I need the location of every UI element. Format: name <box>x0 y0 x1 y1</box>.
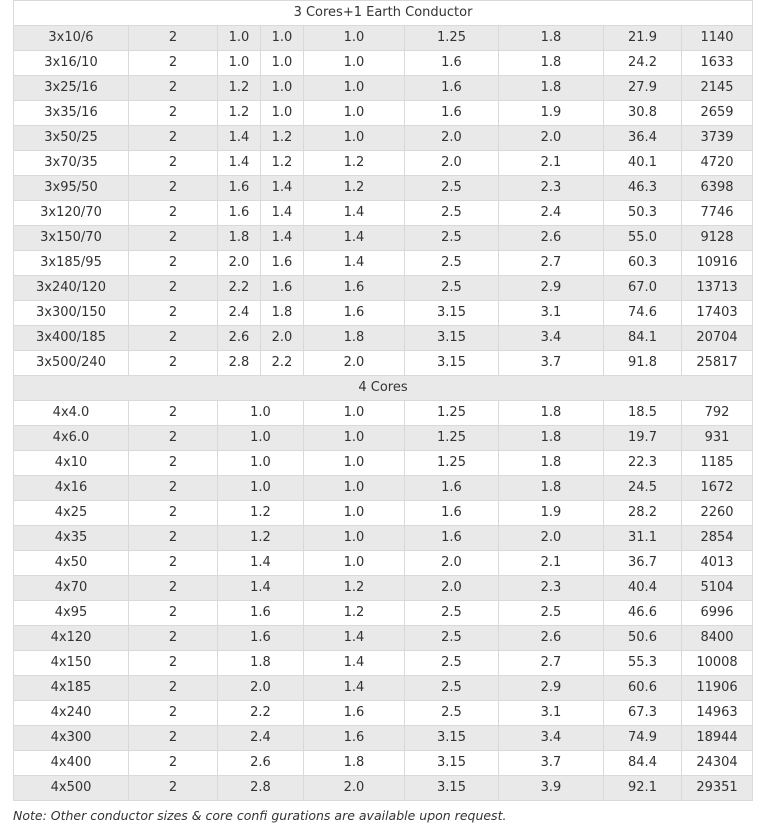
table-cell: 2.5 <box>405 226 499 251</box>
table-cell: 2 <box>129 701 218 726</box>
table-cell: 18.5 <box>604 401 682 426</box>
table-cell: 3739 <box>682 126 753 151</box>
table-cell: 3x185/95 <box>14 251 129 276</box>
table-row <box>14 501 753 526</box>
table-cell: 14963 <box>682 701 753 726</box>
table-cell: 1.0 <box>304 451 405 476</box>
table-cell: 20704 <box>682 326 753 351</box>
table-cell: 2.6 <box>499 226 604 251</box>
table-cell: 1.4 <box>304 676 405 701</box>
table-cell: 1.2 <box>304 601 405 626</box>
table-cell: 2.5 <box>405 676 499 701</box>
table-cell: 2 <box>129 676 218 701</box>
table-cell: 4x240 <box>14 701 129 726</box>
table-cell: 2260 <box>682 501 753 526</box>
table-cell: 1.0 <box>218 51 261 76</box>
table-cell: 1.25 <box>405 401 499 426</box>
table-cell: 2 <box>129 526 218 551</box>
table-cell: 3.15 <box>405 351 499 376</box>
table-cell: 2.6 <box>218 751 304 776</box>
table-cell: 3x150/70 <box>14 226 129 251</box>
table-cell: 1.9 <box>499 501 604 526</box>
table-cell: 4x16 <box>14 476 129 501</box>
table-cell: 84.1 <box>604 326 682 351</box>
table-row <box>14 51 753 76</box>
table-cell: 2.9 <box>499 276 604 301</box>
table-cell: 2.1 <box>499 551 604 576</box>
table-cell: 2.0 <box>304 776 405 801</box>
table-cell: 2 <box>129 301 218 326</box>
table-cell: 792 <box>682 401 753 426</box>
table-cell: 4x10 <box>14 451 129 476</box>
table-cell: 17403 <box>682 301 753 326</box>
table-cell: 2.5 <box>405 701 499 726</box>
table-cell: 50.6 <box>604 626 682 651</box>
table-cell: 1.9 <box>499 101 604 126</box>
table-cell: 2.0 <box>499 126 604 151</box>
table-cell: 2.4 <box>218 726 304 751</box>
table-cell: 92.1 <box>604 776 682 801</box>
table-row <box>14 101 753 126</box>
table-row <box>14 676 753 701</box>
table-cell: 3x10/6 <box>14 26 129 51</box>
table-cell: 4x6.0 <box>14 426 129 451</box>
table-row <box>14 401 753 426</box>
table-cell: 2.2 <box>261 351 304 376</box>
table-cell: 46.3 <box>604 176 682 201</box>
table-cell: 1.0 <box>304 126 405 151</box>
table-cell: 60.6 <box>604 676 682 701</box>
table-cell: 1.6 <box>261 276 304 301</box>
table-cell: 3x35/16 <box>14 101 129 126</box>
table-cell: 1.6 <box>304 301 405 326</box>
table-cell: 1.8 <box>499 401 604 426</box>
table-cell: 1.4 <box>304 201 405 226</box>
table-cell: 1.2 <box>261 126 304 151</box>
table-cell: 21.9 <box>604 26 682 51</box>
table-row <box>14 601 753 626</box>
table-row <box>14 26 753 51</box>
table-cell: 2 <box>129 126 218 151</box>
table-cell: 1.0 <box>304 101 405 126</box>
table-cell: 2 <box>129 501 218 526</box>
table-cell: 74.9 <box>604 726 682 751</box>
table-cell: 4x95 <box>14 601 129 626</box>
table-cell: 4720 <box>682 151 753 176</box>
table-cell: 2.8 <box>218 351 261 376</box>
section-header-row <box>14 376 753 401</box>
table-cell: 24304 <box>682 751 753 776</box>
table-cell: 1.4 <box>261 201 304 226</box>
table-cell: 3.7 <box>499 751 604 776</box>
table-cell: 2 <box>129 626 218 651</box>
table-cell: 2.0 <box>405 551 499 576</box>
table-cell: 4x4.0 <box>14 401 129 426</box>
table-cell: 1.8 <box>499 426 604 451</box>
table-cell: 4x400 <box>14 751 129 776</box>
table-body <box>14 1 753 801</box>
table-row <box>14 476 753 501</box>
table-cell: 1.6 <box>218 176 261 201</box>
table-cell: 2 <box>129 51 218 76</box>
table-cell: 2145 <box>682 76 753 101</box>
table-cell: 1.6 <box>304 726 405 751</box>
table-cell: 1.4 <box>304 626 405 651</box>
table-cell: 22.3 <box>604 451 682 476</box>
table-cell: 2 <box>129 201 218 226</box>
table-cell: 27.9 <box>604 76 682 101</box>
table-cell: 6398 <box>682 176 753 201</box>
table-cell: 4x500 <box>14 776 129 801</box>
table-cell: 2.0 <box>218 251 261 276</box>
section-header-row <box>14 1 753 26</box>
table-cell: 1.4 <box>304 651 405 676</box>
table-cell: 3.1 <box>499 701 604 726</box>
table-cell: 2 <box>129 601 218 626</box>
table-cell: 1.8 <box>499 476 604 501</box>
table-row <box>14 526 753 551</box>
section-title: 4 Cores <box>14 376 753 401</box>
table-cell: 67.3 <box>604 701 682 726</box>
table-cell: 3.15 <box>405 326 499 351</box>
table-cell: 2854 <box>682 526 753 551</box>
table-cell: 25817 <box>682 351 753 376</box>
table-cell: 3x25/16 <box>14 76 129 101</box>
table-cell: 1672 <box>682 476 753 501</box>
table-cell: 2 <box>129 476 218 501</box>
table-row <box>14 251 753 276</box>
table-cell: 2.1 <box>499 151 604 176</box>
footnote: Note: Other conductor sizes & core confi gurations are available upon request. <box>13 808 507 823</box>
table-cell: 1.6 <box>304 701 405 726</box>
table-cell: 1.6 <box>405 476 499 501</box>
table-cell: 1.2 <box>304 151 405 176</box>
table-cell: 1.6 <box>218 201 261 226</box>
table-row <box>14 776 753 801</box>
table-cell: 4x150 <box>14 651 129 676</box>
table-cell: 2.5 <box>405 251 499 276</box>
table-cell: 2.5 <box>405 626 499 651</box>
cable-spec-table <box>13 0 753 801</box>
table-row <box>14 426 753 451</box>
section-title: 3 Cores+1 Earth Conductor <box>14 1 753 26</box>
table-cell: 2.0 <box>405 126 499 151</box>
table-cell: 2.0 <box>499 526 604 551</box>
table-cell: 2.5 <box>405 276 499 301</box>
table-cell: 3x95/50 <box>14 176 129 201</box>
table-cell: 1.0 <box>218 26 261 51</box>
table-cell: 4x25 <box>14 501 129 526</box>
table-cell: 1.0 <box>304 51 405 76</box>
table-cell: 8400 <box>682 626 753 651</box>
table-row <box>14 326 753 351</box>
table-cell: 3x300/150 <box>14 301 129 326</box>
table-cell: 30.8 <box>604 101 682 126</box>
table-cell: 3.15 <box>405 726 499 751</box>
table-cell: 1.0 <box>218 476 304 501</box>
table-cell: 1.6 <box>261 251 304 276</box>
table-cell: 2.5 <box>499 601 604 626</box>
table-cell: 2.6 <box>218 326 261 351</box>
table-cell: 2 <box>129 451 218 476</box>
table-cell: 3.4 <box>499 326 604 351</box>
table-cell: 50.3 <box>604 201 682 226</box>
table-cell: 1.8 <box>218 226 261 251</box>
table-cell: 24.2 <box>604 51 682 76</box>
table-cell: 3x500/240 <box>14 351 129 376</box>
table-cell: 3x240/120 <box>14 276 129 301</box>
table-row <box>14 726 753 751</box>
table-cell: 3.15 <box>405 751 499 776</box>
table-cell: 13713 <box>682 276 753 301</box>
table-cell: 67.0 <box>604 276 682 301</box>
table-cell: 2 <box>129 351 218 376</box>
table-cell: 4x185 <box>14 676 129 701</box>
table-cell: 4x120 <box>14 626 129 651</box>
table-cell: 2 <box>129 426 218 451</box>
table-cell: 1140 <box>682 26 753 51</box>
table-cell: 1.4 <box>261 176 304 201</box>
table-row <box>14 576 753 601</box>
table-cell: 1.4 <box>304 226 405 251</box>
table-cell: 2 <box>129 101 218 126</box>
table-cell: 1.25 <box>405 26 499 51</box>
table-cell: 74.6 <box>604 301 682 326</box>
table-cell: 2 <box>129 151 218 176</box>
table-cell: 1.2 <box>304 576 405 601</box>
table-cell: 29351 <box>682 776 753 801</box>
table-cell: 2659 <box>682 101 753 126</box>
table-cell: 10916 <box>682 251 753 276</box>
table-cell: 1.8 <box>218 651 304 676</box>
table-cell: 2.5 <box>405 201 499 226</box>
table-cell: 1.25 <box>405 451 499 476</box>
table-cell: 4x35 <box>14 526 129 551</box>
table-cell: 3.15 <box>405 776 499 801</box>
table-cell: 5104 <box>682 576 753 601</box>
cable-spec-table-container <box>13 0 752 801</box>
table-cell: 1.2 <box>261 151 304 176</box>
table-cell: 2.3 <box>499 576 604 601</box>
table-row <box>14 176 753 201</box>
table-cell: 1.8 <box>499 51 604 76</box>
table-row <box>14 651 753 676</box>
table-cell: 1.2 <box>304 176 405 201</box>
table-row <box>14 301 753 326</box>
table-cell: 2 <box>129 551 218 576</box>
table-row <box>14 126 753 151</box>
table-cell: 4x300 <box>14 726 129 751</box>
table-cell: 1.0 <box>218 451 304 476</box>
table-cell: 1633 <box>682 51 753 76</box>
table-cell: 931 <box>682 426 753 451</box>
table-cell: 1.8 <box>304 751 405 776</box>
table-cell: 1.0 <box>304 401 405 426</box>
table-cell: 2.0 <box>304 351 405 376</box>
table-cell: 40.1 <box>604 151 682 176</box>
table-cell: 1.6 <box>218 626 304 651</box>
table-row <box>14 451 753 476</box>
table-cell: 2.4 <box>218 301 261 326</box>
table-cell: 1.0 <box>261 101 304 126</box>
table-cell: 36.4 <box>604 126 682 151</box>
table-cell: 2.0 <box>261 326 304 351</box>
table-cell: 1.8 <box>499 76 604 101</box>
table-cell: 1.8 <box>304 326 405 351</box>
table-cell: 4013 <box>682 551 753 576</box>
table-cell: 1.6 <box>405 501 499 526</box>
table-cell: 1.8 <box>499 26 604 51</box>
table-cell: 1.8 <box>499 451 604 476</box>
table-cell: 3x50/25 <box>14 126 129 151</box>
table-cell: 2.7 <box>499 251 604 276</box>
table-cell: 1.25 <box>405 426 499 451</box>
table-cell: 1.0 <box>261 26 304 51</box>
table-cell: 1.8 <box>261 301 304 326</box>
table-cell: 2.0 <box>405 576 499 601</box>
table-cell: 2.8 <box>218 776 304 801</box>
table-cell: 2.5 <box>405 601 499 626</box>
table-cell: 1.2 <box>218 76 261 101</box>
table-cell: 1.2 <box>218 526 304 551</box>
table-cell: 40.4 <box>604 576 682 601</box>
table-cell: 2.2 <box>218 276 261 301</box>
table-row <box>14 626 753 651</box>
table-row <box>14 351 753 376</box>
table-cell: 1.4 <box>304 251 405 276</box>
table-cell: 2.6 <box>499 626 604 651</box>
table-cell: 2 <box>129 726 218 751</box>
table-cell: 1.0 <box>304 551 405 576</box>
table-cell: 36.7 <box>604 551 682 576</box>
table-cell: 19.7 <box>604 426 682 451</box>
table-cell: 1.4 <box>261 226 304 251</box>
table-cell: 1.0 <box>261 76 304 101</box>
table-cell: 2 <box>129 26 218 51</box>
table-cell: 1.0 <box>304 476 405 501</box>
table-cell: 10008 <box>682 651 753 676</box>
table-cell: 1.0 <box>304 426 405 451</box>
table-cell: 2.2 <box>218 701 304 726</box>
table-cell: 55.0 <box>604 226 682 251</box>
table-cell: 2 <box>129 276 218 301</box>
table-cell: 1185 <box>682 451 753 476</box>
table-row <box>14 76 753 101</box>
table-cell: 60.3 <box>604 251 682 276</box>
table-cell: 84.4 <box>604 751 682 776</box>
table-cell: 2 <box>129 176 218 201</box>
table-cell: 1.0 <box>218 426 304 451</box>
table-cell: 2 <box>129 326 218 351</box>
table-cell: 1.0 <box>304 26 405 51</box>
table-cell: 2.9 <box>499 676 604 701</box>
table-cell: 1.4 <box>218 551 304 576</box>
table-cell: 1.6 <box>405 526 499 551</box>
table-cell: 1.2 <box>218 501 304 526</box>
table-cell: 9128 <box>682 226 753 251</box>
table-cell: 2.3 <box>499 176 604 201</box>
table-cell: 2.5 <box>405 176 499 201</box>
table-cell: 2.4 <box>499 201 604 226</box>
table-cell: 1.6 <box>218 601 304 626</box>
table-cell: 91.8 <box>604 351 682 376</box>
table-cell: 2 <box>129 576 218 601</box>
table-cell: 1.6 <box>405 51 499 76</box>
table-cell: 11906 <box>682 676 753 701</box>
table-cell: 2 <box>129 776 218 801</box>
table-cell: 1.0 <box>261 51 304 76</box>
table-cell: 3.4 <box>499 726 604 751</box>
table-cell: 2 <box>129 226 218 251</box>
table-cell: 24.5 <box>604 476 682 501</box>
table-cell: 3x16/10 <box>14 51 129 76</box>
table-cell: 3x120/70 <box>14 201 129 226</box>
table-cell: 1.6 <box>405 76 499 101</box>
table-row <box>14 151 753 176</box>
table-cell: 1.0 <box>304 76 405 101</box>
table-cell: 2.7 <box>499 651 604 676</box>
table-cell: 7746 <box>682 201 753 226</box>
table-cell: 1.6 <box>405 101 499 126</box>
table-cell: 3.15 <box>405 301 499 326</box>
table-cell: 4x70 <box>14 576 129 601</box>
table-cell: 6996 <box>682 601 753 626</box>
table-cell: 1.4 <box>218 576 304 601</box>
table-row <box>14 751 753 776</box>
table-cell: 1.0 <box>218 401 304 426</box>
table-row <box>14 201 753 226</box>
table-cell: 3.1 <box>499 301 604 326</box>
table-cell: 55.3 <box>604 651 682 676</box>
table-cell: 1.6 <box>304 276 405 301</box>
table-cell: 18944 <box>682 726 753 751</box>
table-cell: 1.0 <box>304 526 405 551</box>
table-cell: 2 <box>129 251 218 276</box>
table-row <box>14 701 753 726</box>
table-cell: 3x70/35 <box>14 151 129 176</box>
table-cell: 2 <box>129 751 218 776</box>
table-row <box>14 226 753 251</box>
table-cell: 1.0 <box>304 501 405 526</box>
table-cell: 2 <box>129 401 218 426</box>
table-cell: 2.0 <box>218 676 304 701</box>
table-cell: 3.7 <box>499 351 604 376</box>
table-cell: 3.9 <box>499 776 604 801</box>
table-cell: 46.6 <box>604 601 682 626</box>
table-cell: 1.2 <box>218 101 261 126</box>
table-row <box>14 276 753 301</box>
table-cell: 2.0 <box>405 151 499 176</box>
table-cell: 2 <box>129 651 218 676</box>
table-cell: 31.1 <box>604 526 682 551</box>
table-cell: 1.4 <box>218 151 261 176</box>
table-cell: 4x50 <box>14 551 129 576</box>
table-cell: 3x400/185 <box>14 326 129 351</box>
table-cell: 28.2 <box>604 501 682 526</box>
table-cell: 2 <box>129 76 218 101</box>
table-cell: 2.5 <box>405 651 499 676</box>
table-row <box>14 551 753 576</box>
table-cell: 1.4 <box>218 126 261 151</box>
